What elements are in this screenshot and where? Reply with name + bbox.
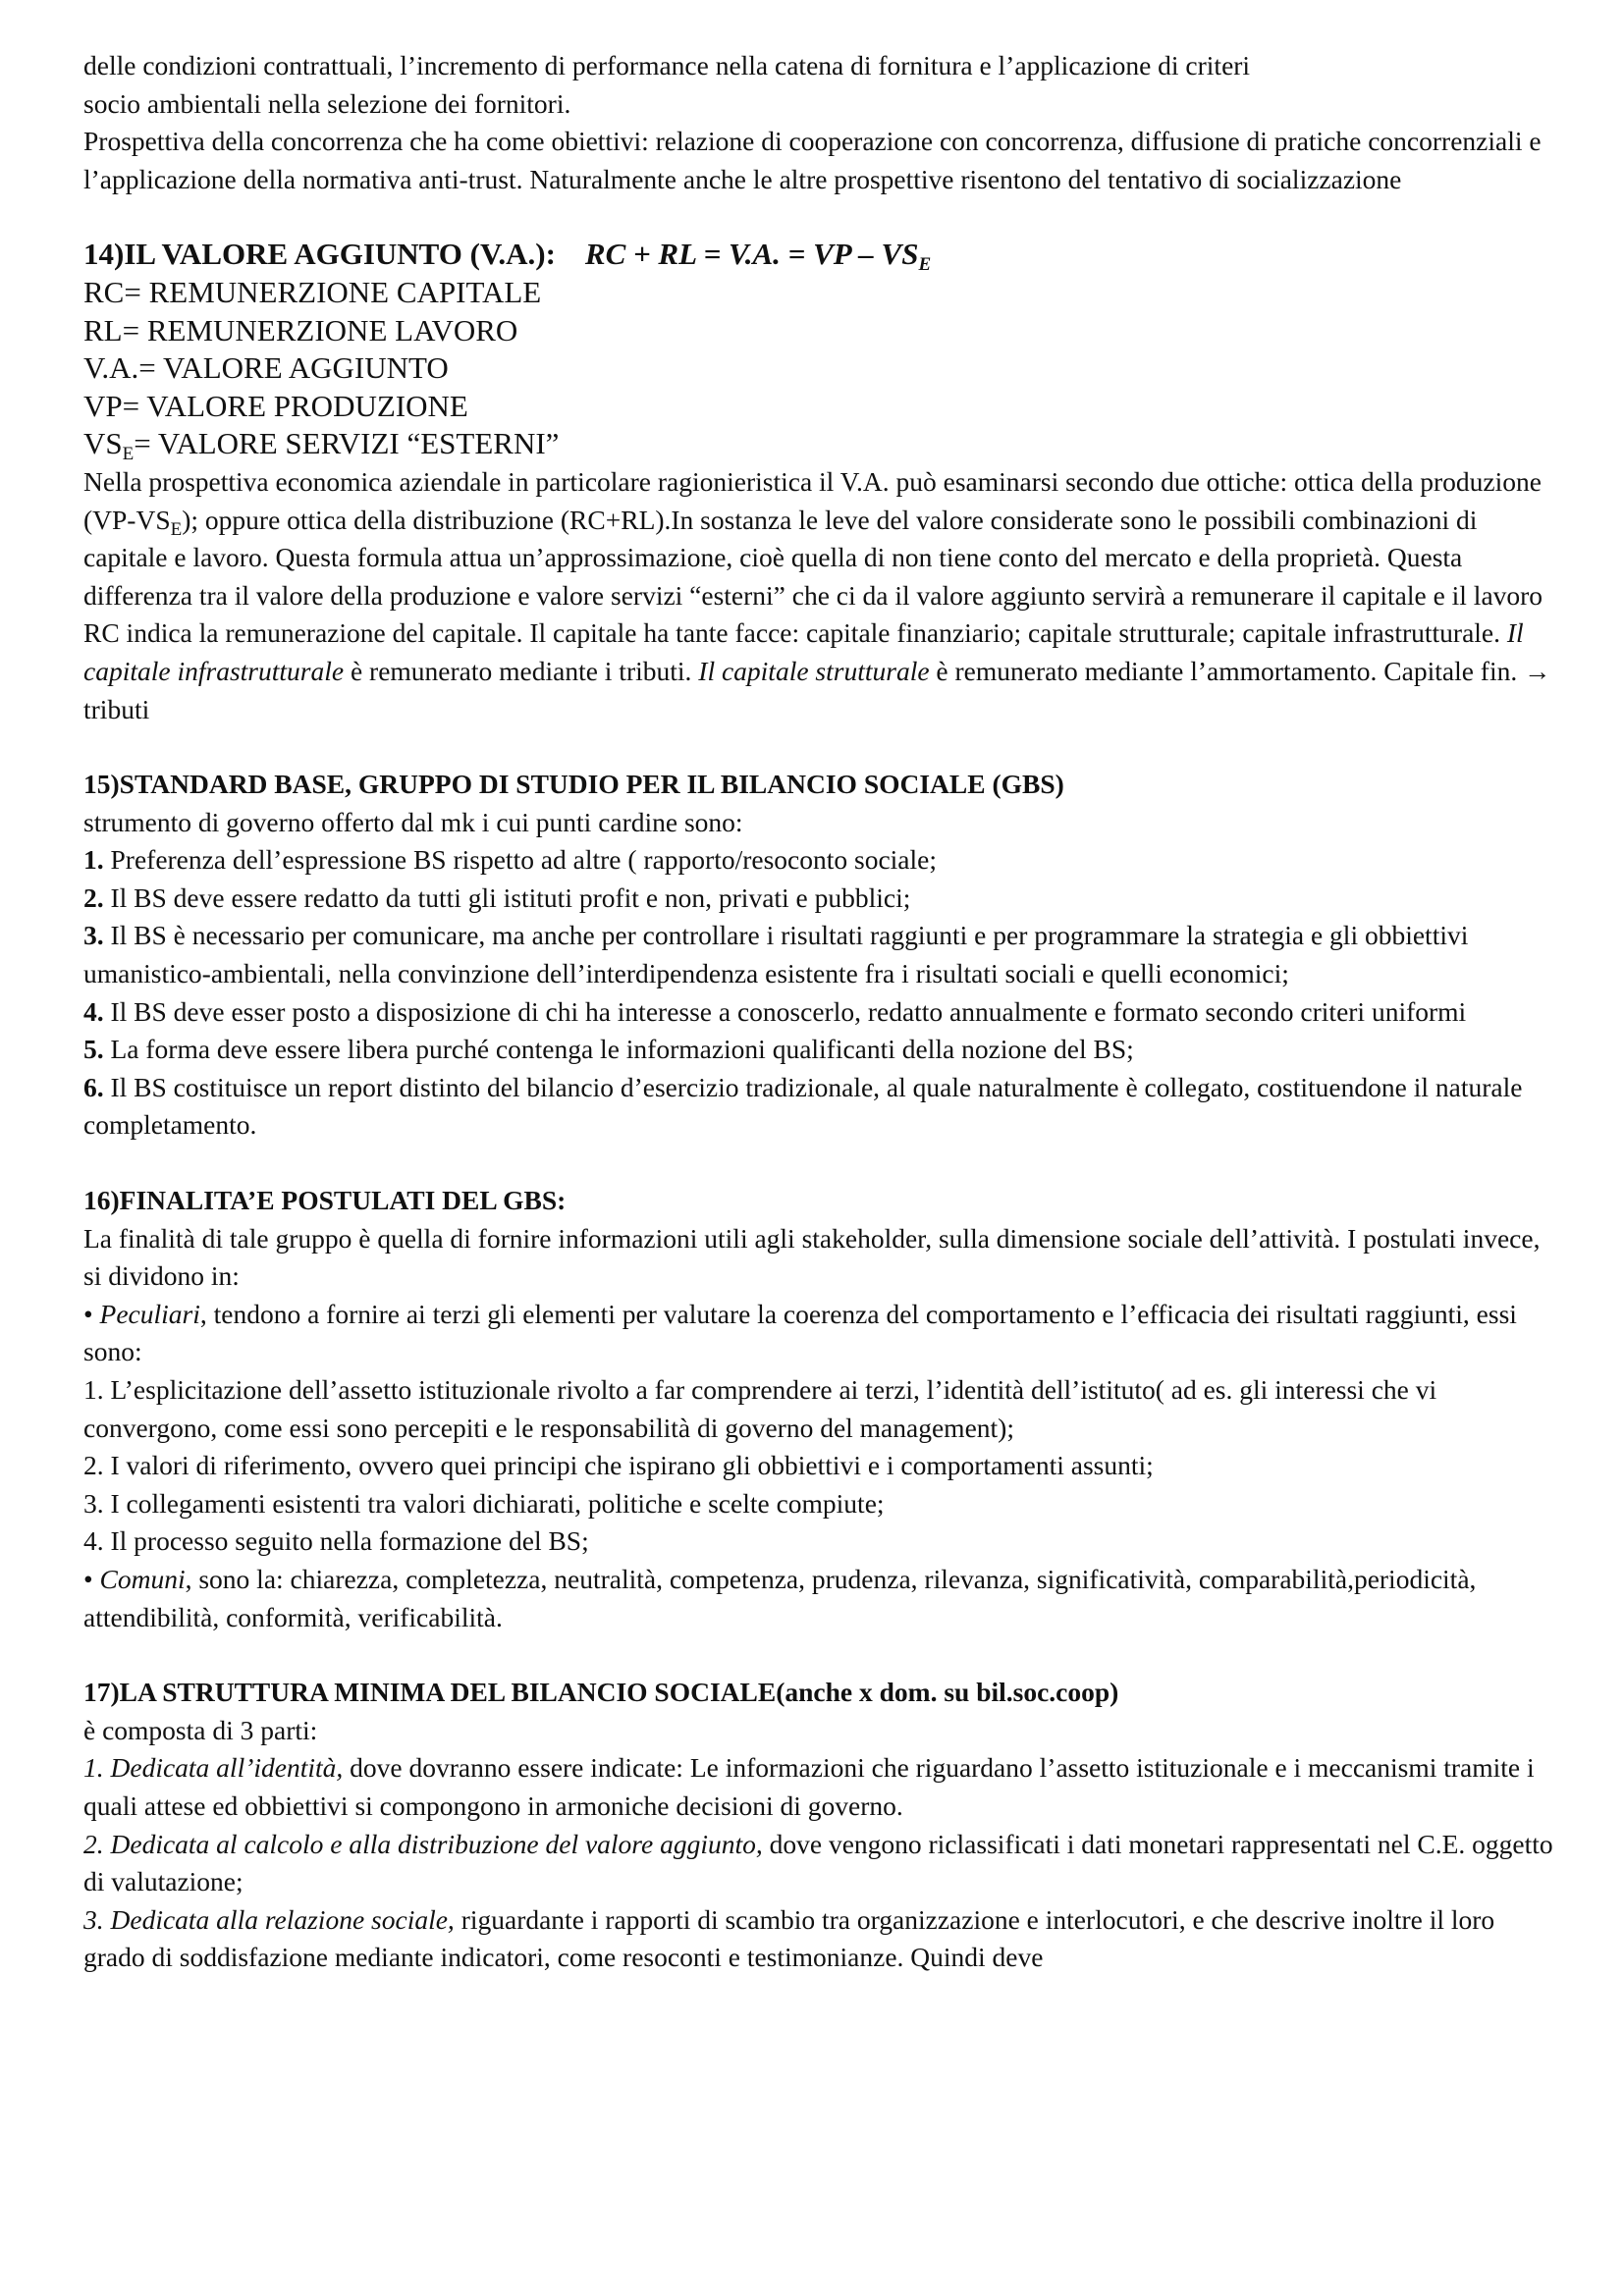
- definition-vse: $VS_E=$ VALORE SERVIZI “ESTERNI”: [83, 426, 560, 465]
- gbs-point-1: 1. Preferenza dell’espressione BS rispetto ad altre ( rapporto/resoconto sociale;: [83, 844, 938, 876]
- document-page: [83, 47, 1556, 1977]
- postulati-comuni: • Comuni, sono la: chiarezza, completezza, neutralità, competenza, prudenza, rilevanza, significatività, comparabilità,periodicità, attendibilità, conformità, verificabilità.: [83, 1563, 1477, 1632]
- intro-line-1: delle condizioni contrattuali, l’incremento di performance nella catena di fornitura e l’applicazione di criteri: [83, 50, 1251, 80]
- section-15-heading: 15)STANDARD BASE, GRUPPO DI STUDIO PER IL BILANCIO SOCIALE (GBS): [83, 769, 1064, 800]
- section-17-heading: 17)LA STRUTTURA MINIMA DEL BILANCIO SOCIALE(anche x dom. su bil.soc.coop): [83, 1677, 1119, 1708]
- definition-rl: RL= REMUNERZIONE LAVORO: [83, 312, 518, 347]
- va-formula: RC + RL = V.A. = VP – $VS_E$: [584, 237, 932, 276]
- peculiari-item-2: 2. I valori di riferimento, ovvero quei principi che ispirano gli obbiettivi e i comportamenti assunti;: [83, 1450, 1154, 1481]
- struttura-part-3: 3. Dedicata alla relazione sociale, riguardante i rapporti di scambio tra organizzazione e interlocutori, e che descrive inoltre il loro grado di soddisfazione mediante indicatori, come resoconti e testimonianze. Quindi deve: [83, 1903, 1495, 1973]
- gbs-point-3: 3. Il BS è necessario per comunicare, ma anche per controllare i risultati raggiunti e per programmare la strategia e gli obbiettivi umanistico-ambientali, nella convinzione dell’interdipendenza esistente fra i risultati sociali e quelli economici;: [83, 920, 1469, 989]
- struttura-part-1: 1. Dedicata all’identità, dove dovranno essere indicate: Le informazioni che riguardano l’assetto istituzionale e i meccanismi tramite i quali attese ed obbiettivi si compongono in armoniche decisioni di governo.: [83, 1752, 1535, 1821]
- section-16-intro: La finalità di tale gruppo è quella di fornire informazioni utili agli stakeholder, sulla dimensione sociale dell’attività. I postulati invece, si dividono in:: [83, 1222, 1541, 1292]
- section-14-title: 14)IL VALORE AGGIUNTO (V.A.):: [83, 237, 556, 272]
- section-14-heading: [83, 236, 1556, 274]
- section-17-intro: è composta di 3 parti:: [83, 1714, 318, 1745]
- section-16-heading: 16)FINALITA’E POSTULATI DEL GBS:: [83, 1185, 567, 1216]
- definition-vp: VP= VALORE PRODUZIONE: [83, 388, 468, 423]
- intro-line-2: socio ambientali nella selezione dei fornitori.: [83, 87, 571, 119]
- gbs-point-4: 4. Il BS deve esser posto a disposizione di chi ha interesse a conoscerlo, redatto annualmente e formato secondo criteri uniformi: [83, 995, 1467, 1027]
- gbs-point-6: 6. Il BS costituisce un report distinto del bilancio d’esercizio tradizionale, al quale naturalmente è collegato, costituendone il naturale completamento.: [83, 1071, 1523, 1141]
- intro-paragraph: [83, 47, 1556, 123]
- peculiari-item-4: 4. Il processo seguito nella formazione del BS;: [83, 1525, 589, 1557]
- gbs-point-5: 5. La forma deve essere libera purché contenga le informazioni qualificanti della nozione del BS;: [83, 1034, 1134, 1065]
- peculiari-item-3: 3. I collegamenti esistenti tra valori dichiarati, politiche e scelte compiute;: [83, 1487, 885, 1519]
- bullet-icon: •: [83, 1298, 93, 1329]
- definition-rc: RC= REMUNERZIONE CAPITALE: [83, 274, 542, 309]
- postulati-peculiari: • Peculiari, tendono a fornire ai terzi gli elementi per valutare la coerenza del comportamento e l’efficacia dei risultati raggiunti, essi sono:: [83, 1298, 1517, 1367]
- section-15-intro: strumento di governo offerto dal mk i cui punti cardine sono:: [83, 806, 743, 837]
- concorrenza-paragraph: Prospettiva della concorrenza che ha come obiettivi: relazione di cooperazione con concorrenza, diffusione di pratiche concorrenziali e l’applicazione della normativa anti-trust. Naturalmente anche le altre prospettive risentono del tentativo di socializzazione: [83, 126, 1542, 194]
- definition-va: V.A.= VALORE AGGIUNTO: [83, 350, 449, 386]
- gbs-point-2: 2. Il BS deve essere redatto da tutti gli istituti profit e non, privati e pubblici;: [83, 881, 911, 913]
- bullet-icon: •: [83, 1563, 93, 1594]
- section-14-body: Nella prospettiva economica aziendale in particolare ragionieristica il V.A. può esaminarsi secondo due ottiche: ottica della produzione $(VP-VS_E)$; oppure ottica della distribuzione (RC+RL).In sostanza le leve del valore considerate sono le possibili combinazioni di capitale e lavoro. Questa formula attua un’approssimazione, cioè quella di non tiene conto del mercato e della proprietà. Questa differenza tra il valore della produzione e valore servizi “esterni” che ci da il valore aggiunto servirà a remunerare il capitale e il lavoro RC indica la remunerazione del capitale. Il capitale ha tante facce: capitale finanziario; capitale strutturale; capitale infrastrutturale. Il capitale infrastrutturale è remunerato mediante i tributi. Il capitale strutturale è remunerato mediante l’ammortamento. Capitale fin. → tributi: [83, 465, 1551, 724]
- peculiari-item-1: 1. L’esplicitazione dell’assetto istituzionale rivolto a far comprendere ai terzi, l’identità dell’istituto( ad es. gli interessi che vi convergono, come essi sono percepiti e le responsabilità di governo del management);: [83, 1374, 1437, 1443]
- struttura-part-2: 2. Dedicata al calcolo e alla distribuzione del valore aggiunto, dove vengono riclassificati i dati monetari rappresentati nel C.E. oggetto di valutazione;: [83, 1828, 1553, 1897]
